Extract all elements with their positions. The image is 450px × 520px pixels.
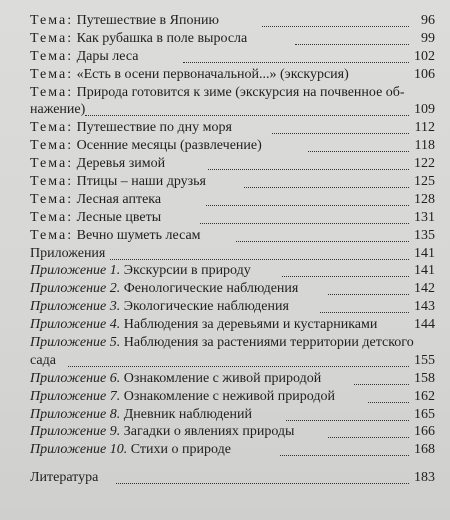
toc-entry-literature[interactable]: [30, 470, 435, 486]
appendix-title: Стихи о природе: [130, 442, 231, 458]
entry-title: [30, 174, 206, 190]
dot-leader: [244, 187, 409, 188]
entry-line[interactable]: [30, 85, 435, 101]
topic-prefix: Тема:: [30, 84, 74, 100]
dot-leader: [200, 223, 409, 224]
toc-entry[interactable]: [30, 210, 435, 226]
appendix-label: Приложение 1.: [30, 263, 121, 279]
dot-leader: [116, 483, 409, 484]
entry-title: [30, 13, 219, 29]
topic-title: Как рубашка в поле выросла: [76, 30, 248, 46]
entry-title: [30, 299, 289, 315]
literature-title: Литература: [30, 470, 99, 486]
appendix-label: Приложение 7.: [30, 388, 121, 404]
appendix-label: Приложение 2.: [30, 281, 121, 297]
appendix-label: Приложение 6.: [30, 370, 121, 386]
topic-prefix: Тема:: [30, 191, 74, 207]
toc-entry[interactable]: [30, 31, 435, 47]
dot-leader: [320, 312, 409, 313]
entry-title: [30, 210, 161, 226]
dot-leader: [208, 169, 409, 170]
page-number: 125: [414, 174, 435, 190]
dot-leader: [262, 26, 409, 27]
topic-prefix: Тема:: [30, 138, 74, 154]
appendix-title-continuation: сада: [30, 352, 56, 368]
toc-entry[interactable]: [30, 371, 435, 387]
page-number: 144: [414, 317, 435, 333]
entry-title: [30, 317, 377, 333]
dot-leader: [286, 420, 409, 421]
dot-leader: [282, 276, 409, 277]
toc-entry[interactable]: [30, 102, 435, 118]
dot-leader: [328, 437, 409, 438]
entry-title: [30, 371, 321, 387]
page-number: 168: [414, 442, 435, 458]
page-number: 158: [414, 370, 435, 386]
toc-entry[interactable]: [30, 281, 435, 297]
toc-entry[interactable]: [30, 138, 435, 154]
page-number: 141: [414, 263, 435, 279]
toc-entry[interactable]: [30, 156, 435, 172]
page-number: 102: [414, 48, 435, 64]
page-number: 106: [414, 66, 435, 82]
entry-title: [30, 49, 138, 65]
page-number: 162: [414, 388, 435, 404]
dot-leader: [110, 259, 409, 260]
dot-leader: [308, 151, 409, 152]
entry-title: [30, 192, 161, 208]
entry-title: [30, 120, 232, 136]
page-number: 122: [414, 156, 435, 172]
page-number: 112: [414, 120, 435, 136]
entry-title: [30, 138, 262, 154]
entry-title: [30, 407, 252, 423]
appendix-label: Приложение 9.: [30, 424, 121, 440]
appendices-heading: Приложения: [30, 245, 106, 261]
entry-title: [30, 442, 231, 458]
dot-leader: [68, 366, 409, 367]
entry-title: [30, 470, 98, 486]
toc-entry[interactable]: [30, 353, 435, 369]
topic-title: Птицы – наши друзья: [76, 174, 206, 190]
toc-entry[interactable]: [30, 174, 435, 190]
table-of-contents: [30, 13, 435, 488]
dot-leader: [368, 402, 409, 403]
appendix-title: Загадки о явлениях природы: [123, 424, 295, 440]
appendix-title: Дневник наблюдений: [123, 406, 252, 422]
entry-title: [30, 228, 201, 244]
appendix-title: Ознакомление с живой природой: [123, 370, 322, 386]
topic-prefix: Тема:: [30, 209, 74, 225]
appendix-label: Приложение 3.: [30, 299, 121, 315]
topic-title: Лесные цветы: [76, 209, 162, 225]
entry-title: [30, 156, 165, 172]
topic-prefix: Тема:: [30, 30, 74, 46]
appendix-label: Приложение 5.: [30, 335, 121, 351]
dot-leader: [272, 133, 409, 134]
entry-title: [30, 67, 349, 83]
entry-title: [30, 246, 105, 262]
topic-prefix: Тема:: [30, 48, 74, 64]
topic-title: Осенние месяцы (развлечение): [76, 138, 262, 154]
topic-title: Деревья зимой: [76, 156, 166, 172]
page-number: 109: [414, 102, 435, 118]
page-number: 128: [414, 191, 435, 207]
topic-title: Природа готовится к зиме (экскурсия на почвенное об-: [76, 84, 405, 100]
toc-entry[interactable]: [30, 49, 435, 65]
page-number: 143: [414, 299, 435, 315]
entry-title: [30, 389, 335, 405]
topic-prefix: Тема:: [30, 174, 74, 190]
topic-title: Путешествие по дну моря: [76, 120, 232, 136]
topic-title: Вечно шуметь лесам: [76, 227, 201, 243]
page-number: 99: [421, 30, 435, 46]
toc-entry[interactable]: [30, 424, 435, 440]
page-number: 118: [414, 138, 435, 154]
spacer: [30, 460, 435, 470]
page-number: 142: [414, 281, 435, 297]
dot-leader: [295, 44, 409, 45]
dot-leader: [183, 62, 409, 63]
toc-entry[interactable]: [30, 299, 435, 315]
dot-leader: [206, 205, 409, 206]
entry-title: [30, 31, 247, 47]
appendix-title: Наблюдения за деревьями и кустарниками: [123, 317, 378, 333]
toc-entry[interactable]: [30, 228, 435, 244]
appendix-title: Фенологические наблюдения: [123, 281, 299, 297]
toc-entry[interactable]: [30, 120, 435, 136]
topic-prefix: Тема:: [30, 120, 74, 136]
toc-entry[interactable]: [30, 389, 435, 405]
topic-title: Дары леса: [76, 48, 139, 64]
topic-prefix: Тема:: [30, 156, 74, 172]
entry-title: [30, 424, 294, 440]
dot-leader: [328, 294, 409, 295]
appendix-title: Наблюдения за растениями территории детского: [123, 335, 414, 351]
page-number: 183: [414, 470, 435, 486]
topic-title: «Есть в осени первоначальной...» (экскурсия): [76, 66, 349, 82]
page-number: 166: [414, 424, 435, 440]
topic-prefix: Тема:: [30, 227, 74, 243]
page-number: 131: [414, 209, 435, 225]
page-number: 141: [414, 245, 435, 261]
toc-entry[interactable]: [30, 317, 435, 333]
entry-title: [30, 353, 56, 369]
topic-title: Путешествие в Японию: [76, 13, 219, 28]
topic-prefix: Тема:: [30, 13, 74, 28]
page-number: 96: [421, 13, 435, 28]
entry-title: [30, 281, 298, 297]
dot-leader: [280, 455, 409, 456]
toc-entry[interactable]: [30, 442, 435, 458]
page-number: 135: [414, 227, 435, 243]
toc-entry[interactable]: [30, 67, 435, 83]
appendix-label: Приложение 10.: [30, 442, 128, 458]
page-number: 165: [414, 406, 435, 422]
page-number: 155: [414, 352, 435, 368]
appendix-label: Приложение 4.: [30, 317, 121, 333]
toc-entry[interactable]: [30, 13, 435, 29]
entry-title: [30, 102, 85, 118]
topic-title-continuation: нажение): [30, 102, 86, 118]
toc-entry-appendices[interactable]: [30, 246, 435, 262]
toc-entry[interactable]: [30, 407, 435, 423]
toc-entry[interactable]: [30, 263, 435, 279]
topic-title: Лесная аптека: [76, 191, 162, 207]
dot-leader: [85, 115, 409, 116]
dot-leader: [236, 241, 409, 242]
topic-prefix: Тема:: [30, 66, 74, 82]
appendix-label: Приложение 8.: [30, 406, 121, 422]
dot-leader: [354, 384, 409, 385]
appendix-title: Ознакомление с неживой природой: [123, 388, 335, 404]
entry-line[interactable]: [30, 335, 435, 351]
entry-title: [30, 263, 251, 279]
appendix-title: Экскурсии в природу: [123, 263, 251, 279]
appendix-title: Экологические наблюдения: [123, 299, 289, 315]
toc-entry[interactable]: [30, 192, 435, 208]
